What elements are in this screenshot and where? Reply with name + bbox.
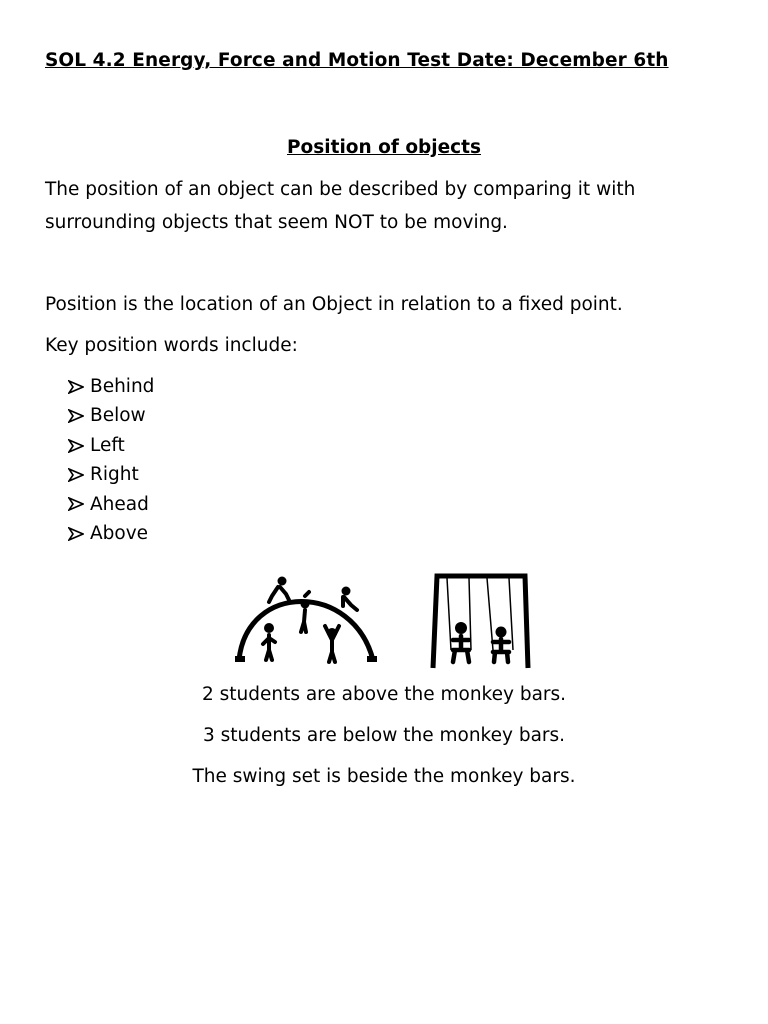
arrow-bullet-icon [68, 380, 90, 394]
list-item-label: Right [90, 464, 139, 486]
key-words-intro: Key position words include: [45, 335, 298, 356]
playground-illustration [225, 560, 545, 675]
monkey-bars-icon [235, 577, 377, 663]
list-item-label: Below [90, 405, 146, 427]
arrow-bullet-icon [68, 409, 90, 423]
caption-beside: The swing set is beside the monkey bars. [192, 766, 576, 787]
list-item-label: Behind [90, 376, 155, 397]
arrow-bullet-icon [68, 468, 90, 482]
arrow-bullet-icon [68, 497, 90, 511]
caption-below: 3 students are below the monkey bars. [202, 725, 566, 746]
document-header: SOL 4.2 Energy, Force and Motion Test Date: December 6th [45, 50, 669, 71]
swing-set-icon [433, 576, 528, 668]
intro-paragraph: The position of an object can be described by comparing it with surrounding objects that seem NOT to be moving. [45, 179, 636, 233]
list-item [68, 372, 154, 401]
list-item [68, 490, 154, 519]
list-item-label: Left [90, 434, 125, 456]
caption-above: 2 students are above the monkey bars. [201, 684, 567, 705]
list-item [68, 431, 154, 460]
arrow-bullet-icon [68, 439, 90, 453]
list-item-label: Above [90, 523, 149, 545]
section-title: Position of objects [287, 137, 481, 158]
list-item [68, 401, 154, 430]
arrow-bullet-icon [68, 527, 90, 541]
list-item [68, 460, 154, 489]
list-item [68, 519, 154, 548]
definition-paragraph: Position is the location of an Object in relation to a fixed point. [45, 294, 623, 315]
key-words-list [68, 372, 154, 548]
list-item-label: Ahead [90, 493, 149, 515]
